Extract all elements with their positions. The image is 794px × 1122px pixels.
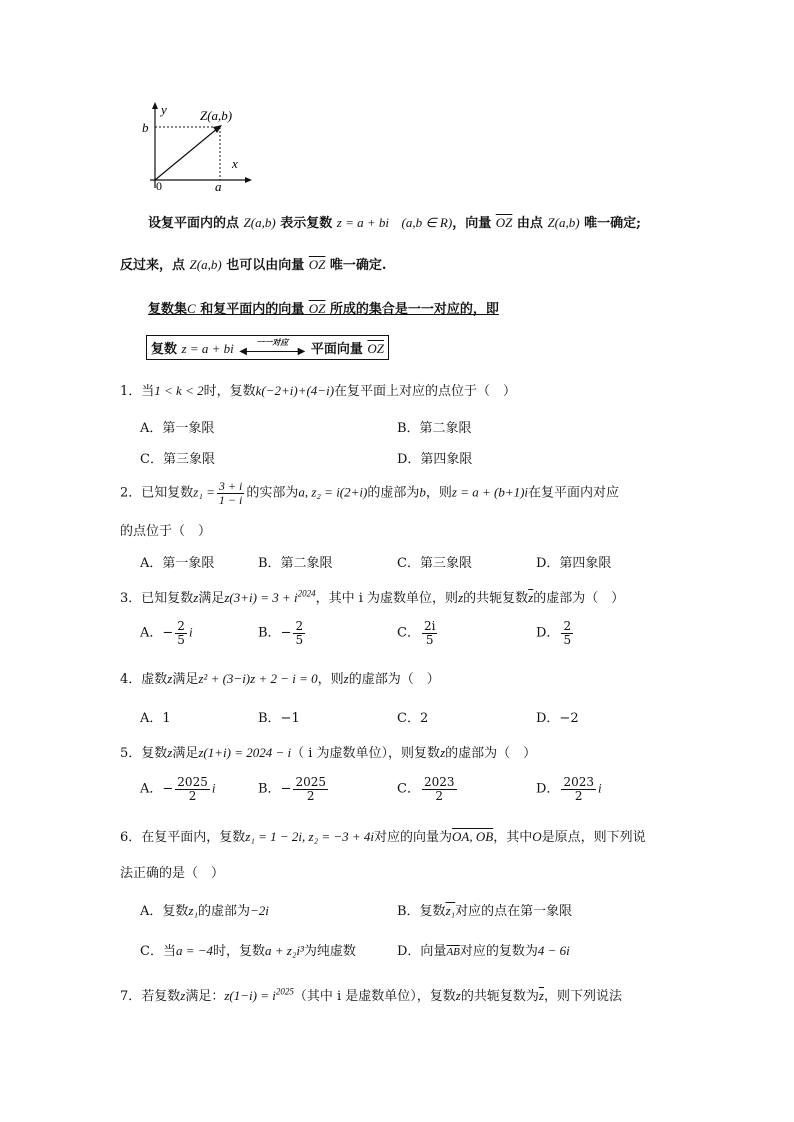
complex-expr: z = a + bi — [181, 341, 234, 356]
q3-option-a[interactable] — [140, 620, 193, 646]
q3-option-b[interactable] — [258, 620, 307, 646]
y-axis-arrow — [152, 102, 158, 109]
option-label: C． — [397, 625, 420, 641]
q1-option-c[interactable]: C．第三象限 — [140, 452, 215, 467]
q3-stem — [120, 587, 624, 606]
q2-option-d[interactable]: D．第四象限 — [536, 556, 612, 571]
math: 1 < k < 2 — [154, 383, 204, 398]
math: a = −4 — [175, 943, 213, 958]
sign: − — [162, 781, 174, 797]
q5-option-d[interactable] — [536, 776, 602, 802]
q4-option-a[interactable]: A．1 — [140, 711, 171, 726]
intro-text: 唯一确定. — [329, 258, 387, 273]
point-z: Z(a,b) — [243, 215, 276, 230]
label-z: Z(a,b) — [200, 108, 233, 123]
intro-line-2 — [120, 254, 386, 273]
q-text: 1．当 — [120, 384, 155, 399]
q-text: 满足： — [185, 989, 225, 1004]
q1-stem — [120, 380, 516, 399]
label-x: x — [232, 156, 238, 171]
x-axis-arrow — [245, 177, 252, 183]
q-text: 的共轭复数 — [463, 591, 529, 606]
fraction — [293, 620, 305, 646]
q-text: ，则下列说法 — [543, 989, 622, 1004]
q6-stem-line2: 法正确的是（ ） — [120, 866, 225, 881]
label-b: b — [142, 120, 149, 135]
math: 4 − 6i — [537, 943, 570, 958]
intro-text: 唯一确定; — [584, 216, 641, 231]
vectors: OA, OB — [452, 829, 494, 844]
option-label: C． — [397, 781, 420, 797]
q-text: ，则 — [425, 485, 452, 501]
math: z — [343, 671, 349, 686]
double-arrow-icon: 一一对应 ◀ ▶ — [239, 336, 306, 357]
denominator: 2 — [306, 788, 315, 803]
option-label: B． — [258, 781, 281, 797]
math: z — [167, 671, 173, 686]
q-text: 在复平面上对应的点位于（ ） — [334, 384, 517, 399]
math: z(1+i) = 2024 − i — [198, 745, 292, 760]
fraction — [175, 776, 210, 802]
q-text: 的虚部为（ ） — [533, 591, 625, 606]
q-text: ，则 — [317, 672, 344, 687]
q4-option-b[interactable]: B．−1 — [258, 711, 300, 726]
q-text: （其中 i 是虚数单位），复数 — [293, 989, 456, 1004]
q5-option-c[interactable] — [397, 776, 459, 802]
math: a + z₂i³ — [265, 943, 304, 958]
vector-oz: $\overline{OZ}$ — [367, 341, 384, 356]
q5-stem — [120, 742, 536, 761]
q1-option-a[interactable]: A．第一象限 — [140, 421, 215, 436]
intro-text: 复数集 — [148, 302, 188, 317]
conjugate: $\overline{z}$ — [538, 988, 544, 1003]
q-text: A．复数 — [140, 904, 189, 919]
math: z(3+i) = 3 + i — [224, 590, 298, 605]
math: z₁ = 1 − 2i, z₂ = −3 + 4i — [245, 829, 375, 844]
q6-stem — [120, 826, 646, 845]
fraction — [422, 620, 437, 646]
q2-option-c[interactable]: C．第三象限 — [397, 556, 472, 571]
vector-ab: $\overline{AB}$ — [446, 946, 460, 958]
q6-option-c[interactable] — [140, 940, 356, 959]
q-text: B．复数 — [397, 904, 446, 919]
math: k(−2+i)+(4−i) — [255, 383, 335, 398]
math: z — [193, 590, 199, 605]
q-text: 的虚部为 — [367, 485, 420, 501]
intro-text: 反过来，点 — [120, 258, 186, 273]
conjugate: z₁ — [445, 903, 456, 918]
intro-text: 所成的集合是一一对应的，即 — [329, 302, 499, 317]
numerator: 2023 — [563, 775, 594, 789]
math: z₁ = — [193, 484, 215, 500]
numerator: 2 — [563, 619, 572, 633]
math: z — [455, 988, 461, 1003]
numerator: 3 + i — [218, 479, 243, 493]
q-text: C．当 — [140, 944, 176, 959]
q-text: 时，复数 — [213, 944, 266, 959]
option-label: D． — [536, 781, 560, 797]
q6-option-a[interactable] — [140, 900, 269, 919]
q-text: 7．若复数 — [120, 989, 181, 1004]
numerator: 2 — [295, 619, 304, 633]
q-text: 满足 — [198, 591, 225, 606]
imag-unit: i — [211, 780, 216, 796]
exponent: 2024 — [297, 588, 316, 599]
numerator: 2025 — [295, 775, 327, 789]
math: z — [180, 988, 186, 1003]
q-text: 5．复数 — [120, 746, 168, 761]
q-text: 的共轭复数为 — [460, 989, 539, 1004]
numerator: 2025 — [177, 775, 208, 789]
q-text: 的虚部为 — [197, 904, 250, 919]
imag-unit: i — [188, 624, 193, 640]
q4-stem — [120, 668, 440, 687]
numerator: 2i — [423, 619, 436, 633]
correspondence-box — [146, 335, 389, 360]
option-label: A． — [140, 625, 163, 641]
q-text: 为纯虚数 — [303, 944, 356, 959]
label-y: y — [161, 102, 167, 117]
conjugate: $\overline{z}$ — [528, 590, 534, 605]
q-text: 对应的点在第一象限 — [455, 904, 573, 919]
q-text: （ i 为虚数单位），则复数 — [291, 746, 441, 761]
numerator: 2023 — [423, 775, 455, 789]
fraction — [561, 776, 596, 802]
arrow-label: 一一对应 — [256, 336, 289, 347]
q-text: 对应的向量为 — [374, 830, 453, 845]
q1-option-b[interactable]: B．第二象限 — [397, 421, 472, 436]
q6-option-b[interactable] — [397, 900, 572, 919]
intro-text: 表示复数 — [280, 216, 333, 231]
q-text: 4．虚数 — [120, 672, 168, 687]
intro-line-1 — [148, 212, 641, 231]
fraction — [217, 480, 244, 506]
q-text: 的实部为 — [246, 485, 299, 501]
q-text: D．向量 — [397, 944, 447, 959]
denominator: 5 — [563, 632, 572, 647]
q4-option-c[interactable]: C．2 — [397, 711, 429, 726]
math: −2i — [250, 903, 269, 918]
q2-option-b[interactable]: B．第二象限 — [258, 556, 333, 571]
condition: (a,b ∈ R) — [401, 215, 453, 230]
fraction — [561, 620, 573, 646]
label-a: a — [215, 179, 222, 192]
imag-unit: i — [597, 780, 602, 796]
q2-stem-line2: 的点位于（ ） — [120, 524, 212, 539]
sign: − — [280, 781, 292, 797]
option-label: A． — [140, 781, 163, 797]
q-text: 的虚部为（ ） — [445, 746, 537, 761]
q-text: 2．已知复数 — [120, 485, 194, 501]
q4-option-d[interactable]: D．−2 — [536, 711, 579, 726]
option-label: D． — [536, 625, 560, 641]
complex-plane-figure — [140, 100, 255, 192]
option-label: B． — [258, 625, 281, 641]
denominator: 2 — [574, 788, 583, 803]
q-text: 满足 — [172, 746, 199, 761]
math: z — [458, 590, 464, 605]
q6-option-d[interactable] — [397, 940, 570, 959]
q2-option-a[interactable]: A．第一象限 — [140, 556, 215, 571]
math: z — [167, 745, 173, 760]
denominator: 2 — [435, 788, 444, 803]
q1-option-d[interactable]: D．第四象限 — [397, 452, 473, 467]
q-text: ，其中 i 为虚数单位，则 — [315, 591, 459, 606]
sign: − — [162, 625, 174, 641]
vector-oz: $\overline{OZ}$ — [308, 257, 326, 272]
q-text: 满足 — [172, 672, 199, 687]
complex-expr: z = a + bi — [336, 215, 389, 230]
fraction — [175, 620, 187, 646]
q-text: 对应的复数为 — [459, 944, 538, 959]
intro-text: ，向量 — [452, 216, 492, 231]
q7-stem — [120, 985, 622, 1004]
vector-oz: $\overline{OZ}$ — [495, 215, 513, 230]
math: z — [440, 745, 446, 760]
q-text: 3．已知复数 — [120, 591, 194, 606]
q-text: 是原点，则下列说 — [541, 830, 646, 845]
denominator: 5 — [295, 632, 304, 647]
sign: − — [280, 625, 292, 641]
intro-text: 也可以由向量 — [226, 258, 305, 273]
set-c: C — [187, 301, 196, 316]
q5-option-b[interactable] — [258, 776, 330, 802]
fraction — [293, 776, 328, 802]
math: a, z₂ = i(2+i) — [298, 484, 368, 500]
vector-oz-arrow — [213, 125, 222, 133]
exponent: 2025 — [275, 986, 294, 997]
denominator: 5 — [425, 632, 434, 647]
q-text: ，其中 — [493, 830, 533, 845]
intro-text: 和复平面内的向量 — [200, 302, 305, 317]
q3-option-c[interactable] — [397, 620, 439, 646]
point-z: Z(a,b) — [547, 215, 580, 230]
box-text: 平面向量 — [310, 342, 363, 357]
denominator: 2 — [188, 788, 197, 803]
math: O — [532, 829, 542, 844]
q-text: 6．在复平面内，复数 — [120, 830, 246, 845]
q3-option-d[interactable] — [536, 620, 575, 646]
q-text: 在复平面内对应 — [528, 485, 620, 501]
denominator: 1 − i — [218, 492, 243, 507]
math: b — [419, 484, 426, 500]
box-text: 复数 — [151, 342, 178, 357]
math: z₁ — [188, 903, 198, 918]
math: z² + (3−i)z + 2 − i = 0 — [198, 671, 318, 686]
fraction — [422, 776, 457, 802]
q-text: 时，复数 — [203, 384, 256, 399]
q2-stem — [120, 480, 619, 506]
q-text: 的虚部为（ ） — [348, 672, 440, 687]
math: z(1−i) = i — [224, 988, 276, 1003]
label-origin: 0 — [156, 179, 162, 192]
numerator: 2 — [177, 619, 185, 633]
intro-text: 由点 — [516, 216, 543, 231]
math: z = a + (b+1)i — [451, 484, 529, 500]
denominator: 5 — [177, 632, 185, 647]
vector-oz: OZ — [308, 301, 326, 316]
q5-option-a[interactable] — [140, 776, 215, 802]
intro-line-3 — [148, 298, 499, 317]
intro-text: 设复平面内的点 — [148, 216, 240, 231]
point-z: Z(a,b) — [189, 257, 222, 272]
vector-oz — [155, 128, 218, 180]
